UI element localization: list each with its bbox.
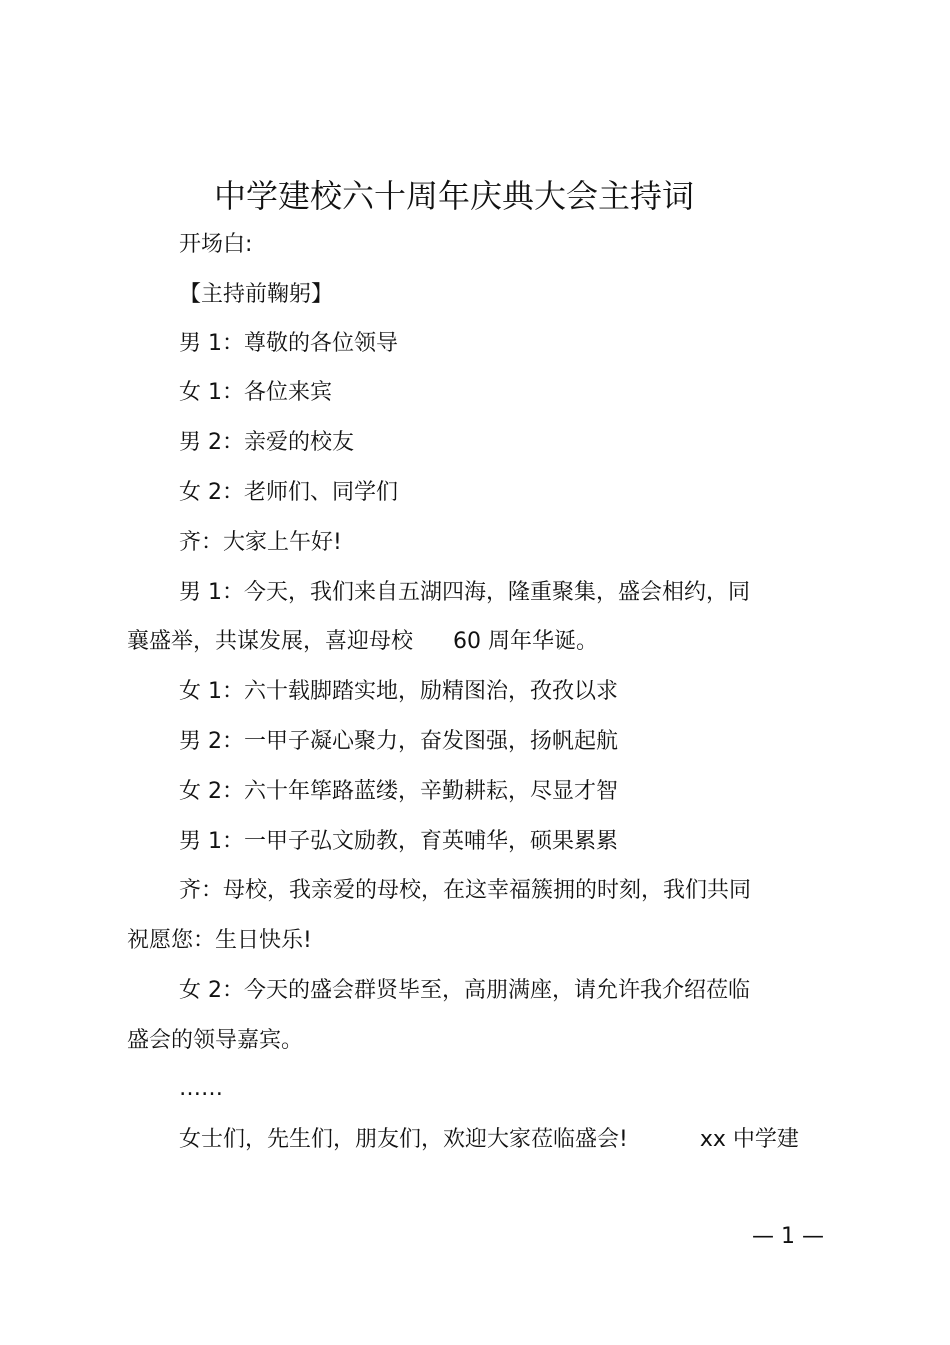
script-line: 女 1：各位来宾 — [179, 380, 332, 405]
ellipsis-line: …… — [179, 1076, 223, 1101]
script-line: 男 1：今天，我们来自五湖四海，隆重聚集，盛会相约，同 — [179, 580, 750, 605]
script-line: 女 2：老师们、同学们 — [179, 480, 398, 505]
last-line-tail: xx 中学建 — [699, 1127, 799, 1152]
script-line: 男 2：亲爱的校友 — [179, 430, 354, 455]
last-line-text: 女士们，先生们，朋友们，欢迎大家莅临盛会! — [179, 1127, 628, 1152]
script-line: 齐：大家上午好! — [179, 530, 342, 555]
continued-text: 襄盛举，共谋发展，喜迎母校 — [127, 629, 414, 654]
script-line: 女 1：六十载脚踏实地，励精图治，孜孜以求 — [179, 679, 618, 704]
script-line-continued: 祝愿您：生日快乐! — [127, 928, 312, 953]
script-line: 女 2：六十年筚路蓝缕，辛勤耕耘，尽显才智 — [179, 779, 618, 804]
script-line: 男 1：尊敬的各位领导 — [179, 331, 398, 356]
document-title: 中学建校六十周年庆典大会主持词 — [213, 177, 694, 215]
script-line: 女 2：今天的盛会群贤毕至，高朋满座，请允许我介绍莅临 — [179, 978, 750, 1003]
pre-section-note: 【主持前鞠躬】 — [179, 282, 334, 307]
script-line: 男 2：一甲子凝心聚力，奋发图强，扬帆起航 — [179, 729, 618, 754]
script-line-last — [179, 1125, 799, 1155]
script-line: 齐：母校，我亲爱的母校，在这幸福簇拥的时刻，我们共同 — [179, 878, 752, 903]
continued-text-anniversary: 60 周年华诞。 — [453, 629, 599, 654]
script-line-continued: 盛会的领导嘉宾。 — [127, 1028, 304, 1053]
script-line-continued — [127, 627, 598, 657]
opening-label: 开场白: — [179, 232, 253, 257]
script-line: 男 1：一甲子弘文励教，育英哺华，硕果累累 — [179, 829, 618, 854]
page-number: — 1 — — [752, 1224, 824, 1249]
